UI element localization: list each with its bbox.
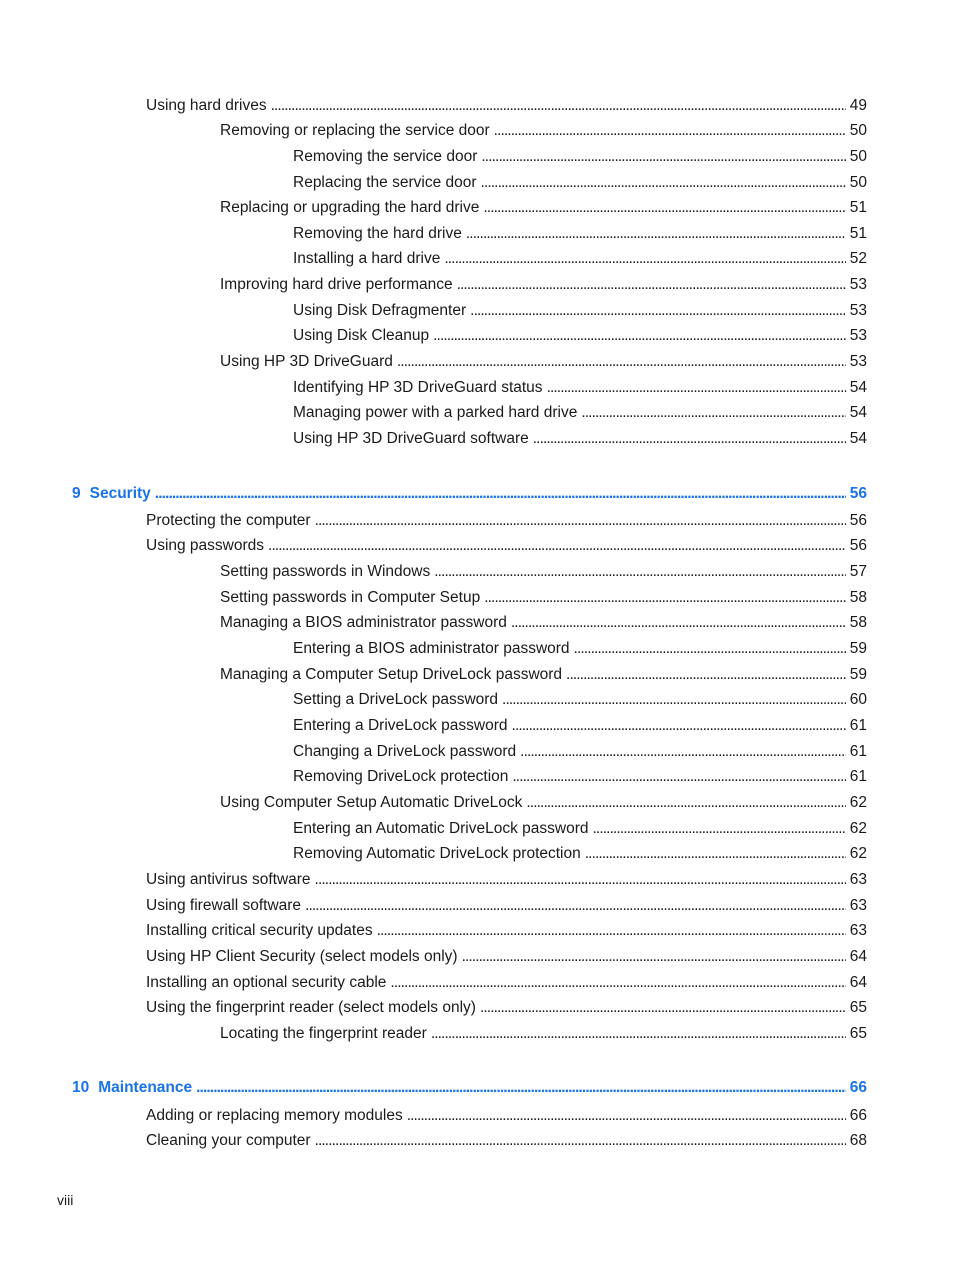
- toc-entry-title: Cleaning your computer: [146, 1132, 311, 1149]
- dot-leader: [407, 1106, 846, 1126]
- toc-entry[interactable]: [146, 896, 867, 916]
- dot-leader: [526, 793, 845, 813]
- toc-entry-title: Replacing the service door: [293, 174, 477, 191]
- toc-entry[interactable]: [220, 613, 867, 633]
- toc-entry-page: 58: [849, 614, 867, 631]
- dot-leader: [268, 536, 846, 556]
- toc-entry-page: 54: [849, 379, 867, 396]
- toc-entry-title: Using hard drives: [146, 97, 267, 114]
- toc-entry-page: 52: [849, 250, 867, 267]
- toc-entry-title: Removing the service door: [293, 148, 478, 165]
- toc-entry-title: Setting a DriveLock password: [293, 691, 499, 708]
- toc-entry-page: 50: [849, 148, 867, 165]
- toc-entry[interactable]: [220, 352, 867, 372]
- dot-leader: [433, 326, 846, 346]
- toc-entry-title: Improving hard drive performance: [220, 276, 453, 293]
- toc-entry[interactable]: [293, 819, 867, 839]
- toc-entry[interactable]: [293, 147, 867, 167]
- toc-entry-page: 65: [849, 999, 867, 1016]
- toc-entry-title: Replacing or upgrading the hard drive: [220, 199, 480, 216]
- toc-entry-title: Managing a BIOS administrator password: [220, 614, 507, 631]
- toc-entry-page: 54: [849, 430, 867, 447]
- toc-entry-title: Locating the fingerprint reader: [220, 1025, 427, 1042]
- toc-entry-page: 59: [849, 640, 867, 657]
- toc-entry-title: Installing a hard drive: [293, 250, 441, 267]
- toc-entry-page: 57: [849, 563, 867, 580]
- dot-leader: [470, 301, 846, 321]
- toc-entry-page: 50: [849, 122, 867, 139]
- dot-leader: [581, 403, 845, 423]
- dot-leader: [155, 484, 846, 504]
- toc-entry-page: 61: [849, 717, 867, 734]
- toc-entry[interactable]: [293, 326, 867, 346]
- dot-leader: [533, 429, 846, 449]
- toc-entry-title: Using the fingerprint reader (select models only): [146, 999, 476, 1016]
- toc-chapter-label: Security: [89, 485, 151, 502]
- toc-entry[interactable]: [293, 429, 867, 449]
- toc-entry-page: 56: [849, 512, 867, 529]
- dot-leader: [481, 147, 845, 167]
- toc-entry-title: Identifying HP 3D DriveGuard status: [293, 379, 543, 396]
- toc-entry[interactable]: [293, 173, 867, 193]
- toc-entry[interactable]: [220, 793, 867, 813]
- toc-entry-title: Using Disk Defragmenter: [293, 302, 467, 319]
- toc-entry[interactable]: [293, 378, 867, 398]
- dot-leader: [434, 562, 846, 582]
- toc-entry[interactable]: [293, 716, 867, 736]
- toc-entry-page: 59: [849, 666, 867, 683]
- toc-entry[interactable]: [293, 249, 867, 269]
- toc-entry-title: Setting passwords in Windows: [220, 563, 431, 580]
- dot-leader: [397, 352, 846, 372]
- toc-chapter-label: Maintenance: [98, 1079, 193, 1096]
- toc-entry-page: 62: [849, 820, 867, 837]
- dot-leader: [377, 921, 846, 941]
- toc-entry[interactable]: [220, 121, 867, 141]
- dot-leader: [593, 819, 846, 839]
- dot-leader: [520, 742, 846, 762]
- toc-entry[interactable]: [293, 224, 867, 244]
- toc-entry[interactable]: [293, 639, 867, 659]
- toc-entry[interactable]: [146, 1131, 867, 1151]
- toc-entry[interactable]: [146, 96, 867, 116]
- toc-entry-title: Using antivirus software: [146, 871, 311, 888]
- dot-leader: [315, 511, 846, 531]
- dot-leader: [547, 378, 846, 398]
- toc-entry-page: 63: [849, 897, 867, 914]
- toc-entry[interactable]: [220, 198, 867, 218]
- toc-chapter-page: 56: [849, 485, 867, 502]
- dot-leader: [512, 716, 846, 736]
- toc-entry-title: Removing DriveLock protection: [293, 768, 509, 785]
- toc-chapter-title: [72, 1078, 196, 1098]
- dot-leader: [566, 665, 846, 685]
- toc-entry-title: Removing Automatic DriveLock protection: [293, 845, 581, 862]
- dot-leader: [444, 249, 845, 269]
- toc-entry-title: Managing a Computer Setup DriveLock password: [220, 666, 563, 683]
- toc-entry-page: 53: [849, 353, 867, 370]
- dot-leader: [466, 224, 846, 244]
- dot-leader: [315, 1131, 846, 1151]
- toc-entry-page: 53: [849, 302, 867, 319]
- toc-entry-title: Adding or replacing memory modules: [146, 1107, 403, 1124]
- toc-entry[interactable]: [220, 1024, 867, 1044]
- dot-leader: [271, 96, 846, 116]
- toc-entry-title: Installing critical security updates: [146, 922, 373, 939]
- toc-entry[interactable]: [146, 921, 867, 941]
- dot-leader: [390, 973, 845, 993]
- toc-entry[interactable]: [146, 536, 867, 556]
- dot-leader: [462, 947, 846, 967]
- dot-leader: [457, 275, 846, 295]
- toc-entry-title: Using Disk Cleanup: [293, 327, 430, 344]
- toc-entry[interactable]: [293, 767, 867, 787]
- toc-entry-page: 61: [849, 768, 867, 785]
- toc-chapter-maintenance[interactable]: [72, 1078, 867, 1098]
- toc-entry-title: Setting passwords in Computer Setup: [220, 589, 481, 606]
- toc-entry-page: 63: [849, 871, 867, 888]
- toc-entry-title: Removing the hard drive: [293, 225, 462, 242]
- toc-entry-page: 65: [849, 1025, 867, 1042]
- toc-entry-page: 50: [849, 174, 867, 191]
- dot-leader: [484, 588, 846, 608]
- toc-entry[interactable]: [220, 275, 867, 295]
- toc-entry-page: 54: [849, 404, 867, 421]
- toc-entry[interactable]: [293, 301, 867, 321]
- dot-leader: [512, 767, 845, 787]
- toc-entry-page: 66: [849, 1107, 867, 1124]
- toc-entry-page: 53: [849, 327, 867, 344]
- toc-entry-title: Changing a DriveLock password: [293, 743, 517, 760]
- dot-leader: [574, 639, 846, 659]
- toc-entry-title: Protecting the computer: [146, 512, 311, 529]
- toc-entry[interactable]: [293, 403, 867, 423]
- toc-entry-page: 62: [849, 794, 867, 811]
- toc-entry-title: Using HP 3D DriveGuard: [220, 353, 393, 370]
- toc-entry-page: 64: [849, 948, 867, 965]
- toc-entry-page: 61: [849, 743, 867, 760]
- toc-entry-title: Managing power with a parked hard drive: [293, 404, 578, 421]
- toc-chapter-number: 10: [72, 1079, 90, 1096]
- toc-chapter-title: [72, 484, 155, 504]
- toc-entry[interactable]: [293, 690, 867, 710]
- toc-entry-page: 63: [849, 922, 867, 939]
- toc-entry[interactable]: [146, 947, 867, 967]
- toc-entry-page: 53: [849, 276, 867, 293]
- toc-entry-page: 68: [849, 1132, 867, 1149]
- toc-entry[interactable]: [146, 998, 867, 1018]
- dot-leader: [196, 1078, 846, 1098]
- dot-leader: [315, 870, 846, 890]
- toc-chapter-number: 9: [72, 485, 81, 502]
- toc-entry-title: Installing an optional security cable: [146, 974, 387, 991]
- toc-entry-title: Using firewall software: [146, 897, 302, 914]
- toc-entry[interactable]: [146, 511, 867, 531]
- dot-leader: [511, 613, 846, 633]
- toc-entry-page: 64: [849, 974, 867, 991]
- toc-entry[interactable]: [293, 844, 867, 864]
- dot-leader: [431, 1024, 846, 1044]
- toc-entry-title: Entering a BIOS administrator password: [293, 640, 570, 657]
- toc-entry-title: Entering an Automatic DriveLock password: [293, 820, 589, 837]
- toc-entry[interactable]: [220, 562, 867, 582]
- dot-leader: [585, 844, 846, 864]
- toc-chapter-security[interactable]: [72, 484, 867, 504]
- dot-leader: [481, 173, 846, 193]
- dot-leader: [480, 998, 846, 1018]
- toc-entry-title: Using HP 3D DriveGuard software: [293, 430, 529, 447]
- toc-entry-title: Using passwords: [146, 537, 265, 554]
- dot-leader: [305, 896, 846, 916]
- toc-entry-title: Using HP Client Security (select models only): [146, 948, 458, 965]
- toc-entry-title: Entering a DriveLock password: [293, 717, 508, 734]
- toc-entry[interactable]: [220, 588, 867, 608]
- toc-entry-title: Removing or replacing the service door: [220, 122, 490, 139]
- toc-entry-page: 56: [849, 537, 867, 554]
- toc-entry-page: 49: [849, 97, 867, 114]
- toc-entry-page: 51: [849, 199, 867, 216]
- toc-entry-page: 51: [849, 225, 867, 242]
- toc-chapter-page: 66: [849, 1079, 867, 1096]
- toc-entry[interactable]: [146, 1106, 867, 1126]
- toc-entry-title: Using Computer Setup Automatic DriveLock: [220, 794, 523, 811]
- toc-entry[interactable]: [220, 665, 867, 685]
- toc-entry-page: 58: [849, 589, 867, 606]
- toc-entry[interactable]: [146, 973, 867, 993]
- toc-entry-page: 60: [849, 691, 867, 708]
- dot-leader: [494, 121, 846, 141]
- dot-leader: [502, 690, 846, 710]
- toc-entry-page: 62: [849, 845, 867, 862]
- toc-entry[interactable]: [146, 870, 867, 890]
- toc-entry[interactable]: [293, 742, 867, 762]
- dot-leader: [483, 198, 845, 218]
- page-number: viii: [57, 1192, 74, 1208]
